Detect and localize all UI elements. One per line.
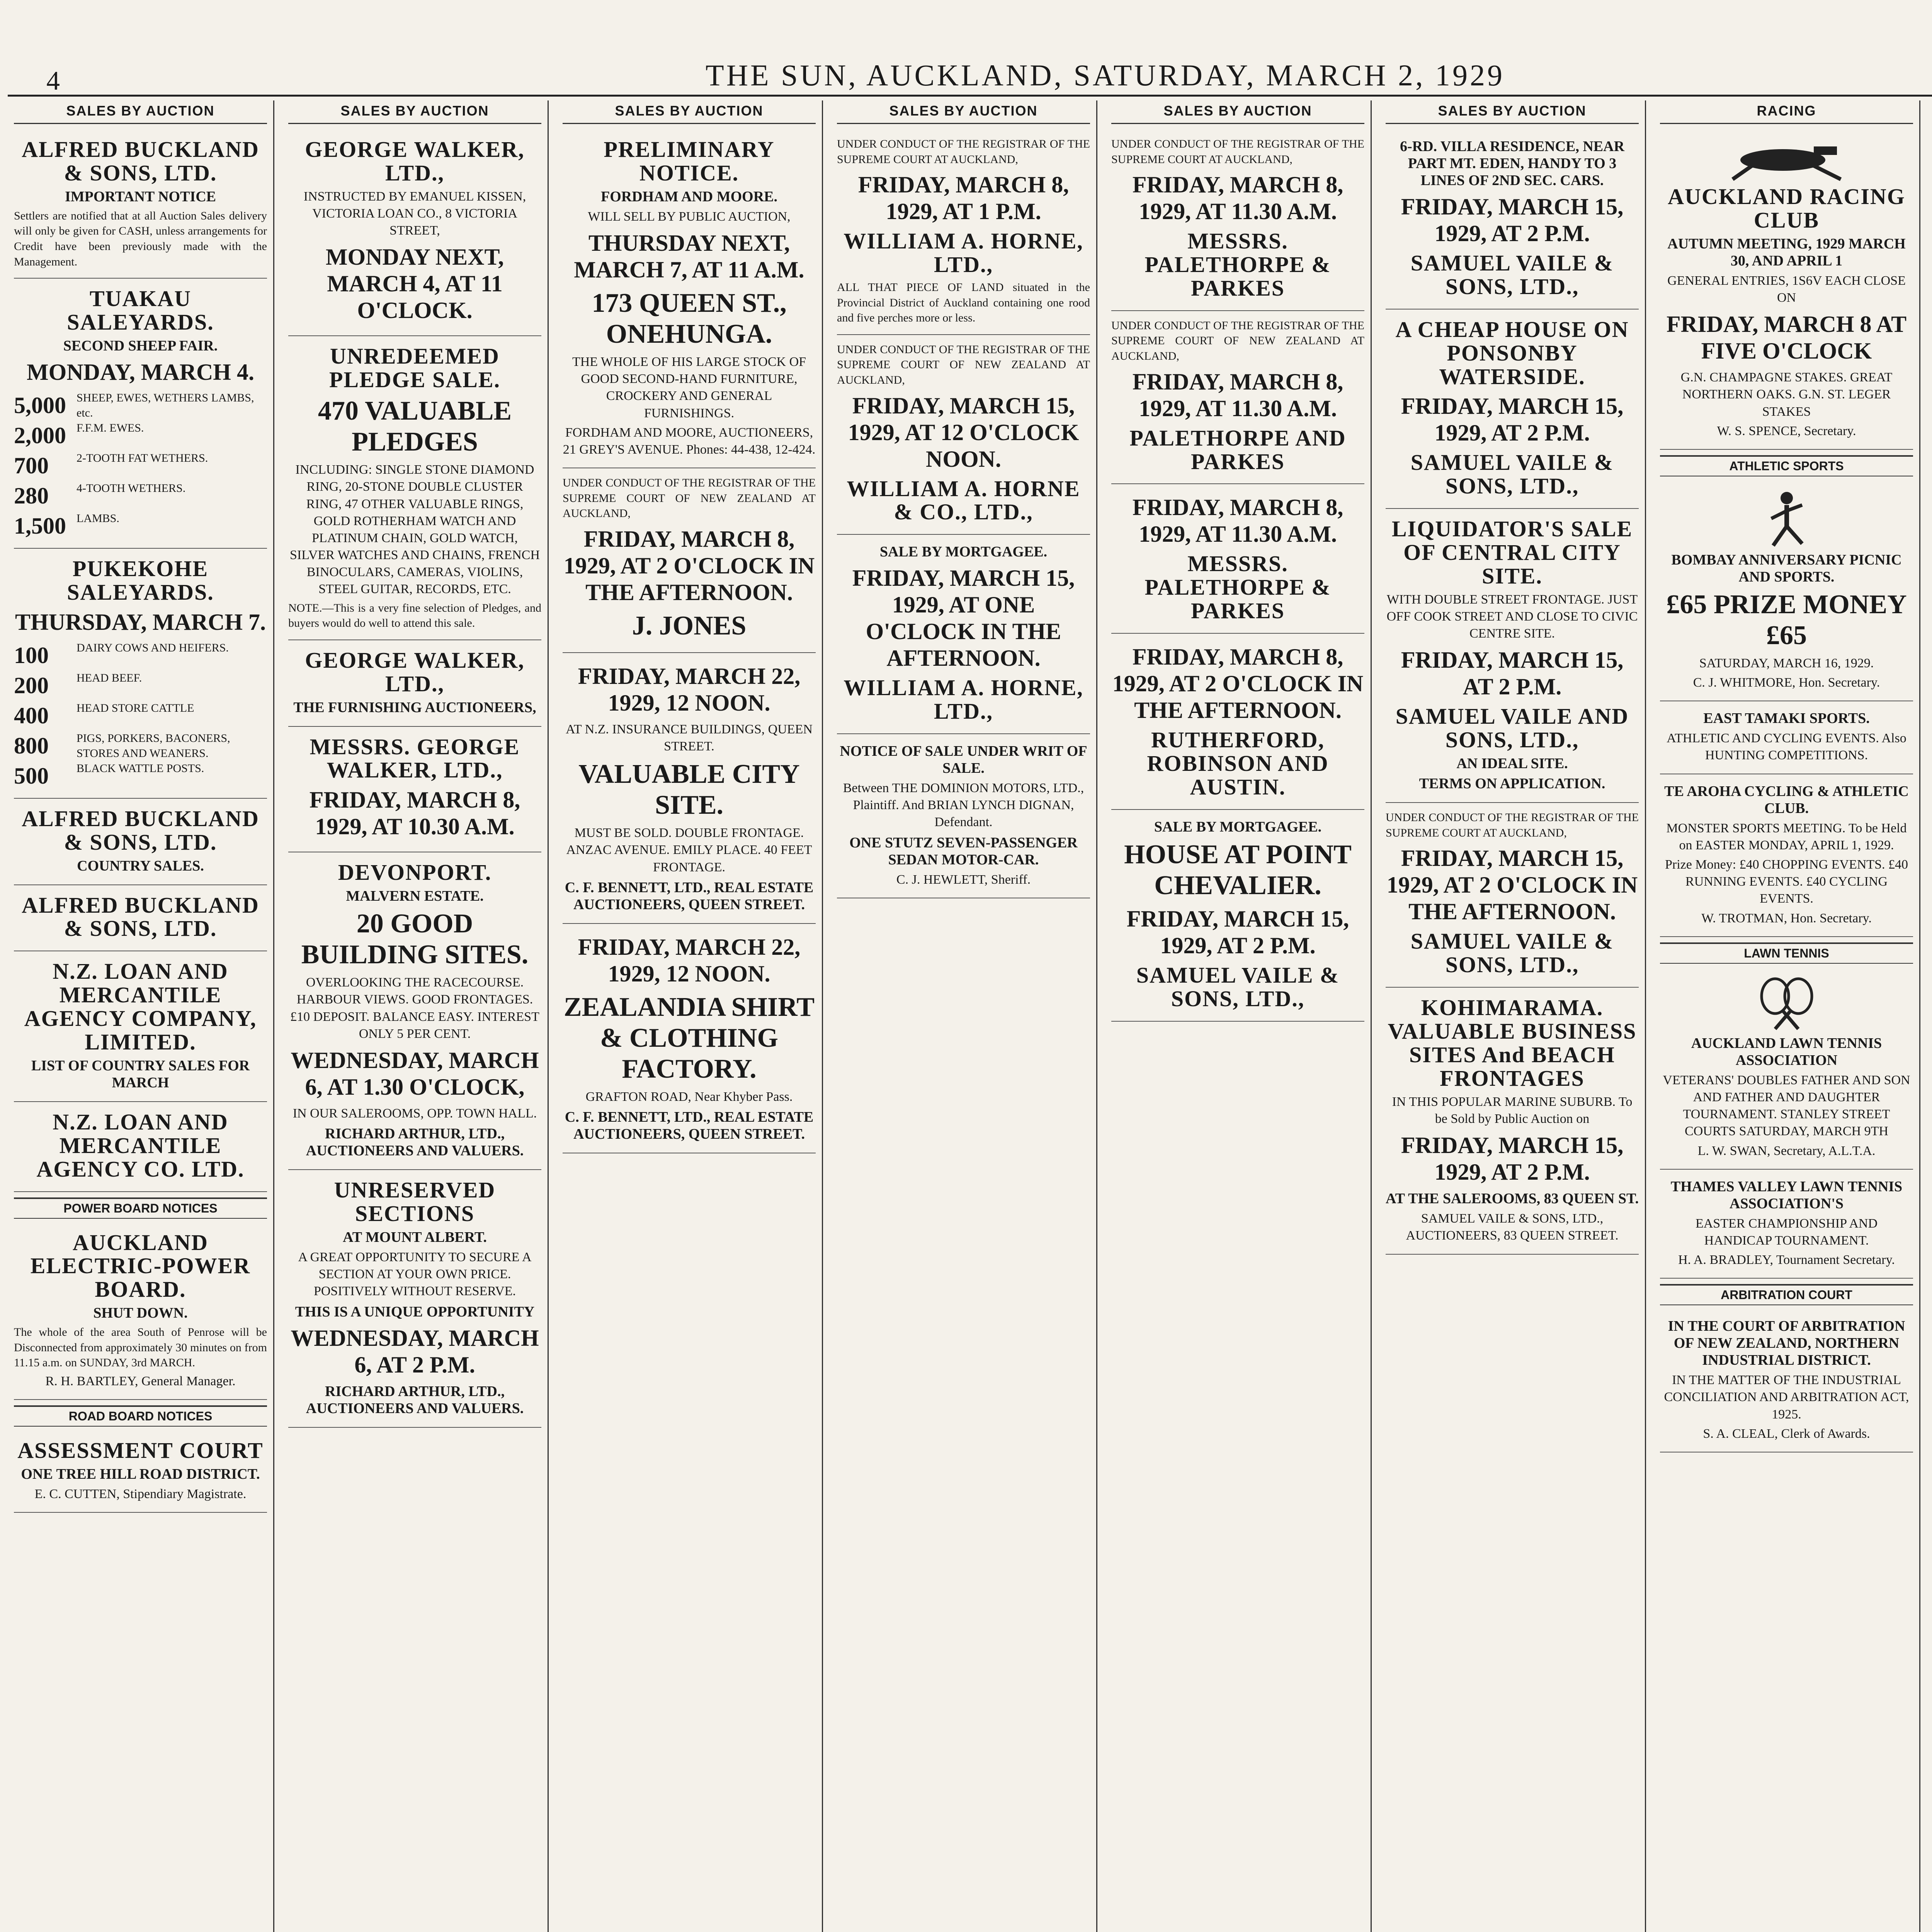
section-heading: POWER BOARD NOTICES <box>14 1197 267 1219</box>
advertisement <box>14 799 267 885</box>
advertisement <box>14 1102 267 1192</box>
ad-heading: UNDER CONDUCT OF THE REGISTRAR OF THE SUPREME COURT OF NEW ZEALAND AT AUCKLAND, <box>563 476 816 520</box>
column-7 <box>1654 100 1920 1932</box>
lot-desc: 2-TOOTH FAT WETHERS. <box>77 451 208 464</box>
lot-row <box>14 670 267 701</box>
ad-date: FRIDAY, MARCH 22, 1929, 12 NOON. <box>578 663 801 716</box>
advertisement <box>14 1430 267 1513</box>
ad-note: NOTE.—This is a very fine selection of Pledges, and buyers would do well to attend this sale. <box>288 601 541 630</box>
ad-feature: HOUSE AT POINT CHEVALIER. <box>1124 839 1352 900</box>
ad-signature: W. S. SPENCE, Secretary. <box>1717 423 1856 438</box>
lot-count: 500 <box>14 763 49 789</box>
advertisement <box>837 129 1090 335</box>
ad-subheading: MALVERN ESTATE. <box>346 888 484 905</box>
advertiser-name: SAMUEL VAILE & SONS, LTD., <box>1136 962 1340 1011</box>
advertiser-name: SAMUEL VAILE & SONS, LTD., <box>1410 450 1614 499</box>
ad-text: Settlers are notified that at all Auction Sales delivery will only be given for CASH, unless arrangements for Credit have been previously made with the Management. <box>14 209 267 268</box>
column-4 <box>831 100 1097 1932</box>
lot-desc: LAMBS. <box>77 512 119 525</box>
ad-signature: L. W. SWAN, Secretary, A.L.T.A. <box>1697 1143 1876 1158</box>
advertisement <box>1386 988 1639 1254</box>
advertiser-name: N.Z. LOAN AND MERCANTILE AGENCY CO. LTD. <box>36 1109 245 1182</box>
ad-subheading: AT MOUNT ALBERT. <box>343 1229 487 1245</box>
advertiser-name: WILLIAM A. HORNE, LTD., <box>844 228 1083 277</box>
ad-feature: 20 GOOD BUILDING SITES. <box>301 909 529 970</box>
lot-desc: 4-TOOTH WETHERS. <box>77 481 186 495</box>
column-3 <box>556 100 823 1932</box>
advertisement <box>1660 774 1913 937</box>
advertiser-name: MESSRS. PALETHORPE & PARKES <box>1145 228 1331 301</box>
lot-row <box>14 511 267 541</box>
ad-text: MUST BE SOLD. DOUBLE FRONTAGE. ANZAC AVENUE. EMILY PLACE. 40 FEET FRONTAGE. <box>566 826 812 874</box>
column-heading: SALES BY AUCTION <box>1111 100 1364 124</box>
columns <box>8 100 1932 1932</box>
ad-text: Prize Money: £40 CHOPPING EVENTS. £40 RUNNING EVENTS. £40 CYCLING EVENTS. <box>1665 857 1908 906</box>
advertiser-name: THAMES VALLEY LAWN TENNIS ASSOCIATION'S <box>1670 1178 1903 1212</box>
advertiser-name: ALFRED BUCKLAND & SONS, LTD. <box>22 137 259 185</box>
advertisement <box>1660 968 1913 1170</box>
ad-location: AT N.Z. INSURANCE BUILDINGS, QUEEN STREET. <box>566 722 813 754</box>
ad-signature: C. J. WHITMORE, Hon. Secretary. <box>1693 675 1880 690</box>
ad-heading: SHUT DOWN. <box>93 1305 188 1321</box>
column-1 <box>8 100 274 1932</box>
ad-note: TERMS ON APPLICATION. <box>1419 776 1605 792</box>
advertisement <box>288 1170 541 1427</box>
advertiser-name: ALFRED BUCKLAND & SONS, LTD. <box>22 892 259 941</box>
ad-date: FRIDAY, MARCH 8, 1929, AT 2 O'CLOCK IN THE AFTERNOON. <box>563 526 815 605</box>
ad-heading: UNDER CONDUCT OF THE REGISTRAR OF THE SUPREME COURT AT AUCKLAND, <box>1111 138 1364 166</box>
ad-heading: UNDER CONDUCT OF THE REGISTRAR OF THE SUPREME COURT OF NEW ZEALAND AT AUCKLAND, <box>837 343 1090 386</box>
runner-icon <box>1660 490 1913 548</box>
advertisement <box>563 468 816 653</box>
lot-row <box>14 420 267 451</box>
advertiser-name: MESSRS. PALETHORPE & PARKES <box>1145 551 1331 624</box>
advertisement <box>14 279 267 549</box>
ad-feature: ZEALANDIA SHIRT & CLOTHING FACTORY. <box>563 992 815 1084</box>
ad-signature: S. A. CLEAL, Clerk of Awards. <box>1703 1426 1870 1441</box>
ad-text: WITH DOUBLE STREET FRONTAGE. JUST OFF COOK STREET AND CLOSE TO CIVIC CENTRE SITE. <box>1386 592 1638 641</box>
ad-date: MONDAY, MARCH 4. <box>27 359 254 385</box>
ad-date: WEDNESDAY, MARCH 6, AT 1.30 O'CLOCK, <box>291 1048 539 1100</box>
advertiser-name: AUCKLAND LAWN TENNIS ASSOCIATION <box>1691 1035 1882 1068</box>
ad-feature: 173 QUEEN ST., ONEHUNGA. <box>592 288 787 349</box>
ad-heading: DEVONPORT. <box>338 860 492 885</box>
advertisement <box>14 885 267 952</box>
lot-count: 2,000 <box>14 422 66 448</box>
lot-row <box>14 640 267 670</box>
masthead-rule <box>8 95 1932 97</box>
ad-date: FRIDAY, MARCH 15, 1929, AT 2 P.M. <box>1401 393 1624 446</box>
ad-heading: UNDER CONDUCT OF THE REGISTRAR OF THE SUPREME COURT AT AUCKLAND, <box>1386 811 1639 839</box>
lot-count: 5,000 <box>14 392 66 418</box>
lot-count: 100 <box>14 642 49 668</box>
lot-row <box>14 731 267 761</box>
lot-row <box>14 761 267 791</box>
ad-signature: H. A. BRADLEY, Tournament Secretary. <box>1678 1253 1895 1267</box>
ad-date: FRIDAY, MARCH 15, AT 2 P.M. <box>1401 647 1624 700</box>
ad-heading: KOHIMARAMA. VALUABLE BUSINESS SITES And BEACH FRONTAGES <box>1388 995 1637 1091</box>
advertiser-name: AUCKLAND ELECTRIC-POWER BOARD. <box>30 1230 251 1302</box>
section-heading: LAWN TENNIS <box>1660 942 1913 964</box>
advertiser-name: WILLIAM A. HORNE & CO., LTD., <box>847 476 1080 525</box>
ad-text: The whole of the area South of Penrose will be Disconnected from approximately 30 minutes on from 11.15 a.m. on SUNDAY, 3rd MARCH. <box>14 1326 267 1369</box>
ad-heading: A CHEAP HOUSE ON PONSONBY WATERSIDE. <box>1395 316 1629 389</box>
advertiser-name: FORDHAM AND MOORE. <box>600 188 778 205</box>
ad-date: FRIDAY, MARCH 15, 1929, AT 2 P.M. <box>1401 194 1624 246</box>
ad-date: FRIDAY, MARCH 8 AT FIVE O'CLOCK <box>1666 311 1907 364</box>
ad-heading: UNDER CONDUCT OF THE REGISTRAR OF THE SUPREME COURT OF NEW ZEALAND AT AUCKLAND, <box>1111 319 1364 363</box>
advertisement <box>1660 701 1913 774</box>
section-heading: ARBITRATION COURT <box>1660 1284 1913 1305</box>
ad-text: ATHLETIC AND CYCLING EVENTS. Also HUNTING COMPETITIONS. <box>1667 731 1906 763</box>
advertisement <box>1660 129 1913 450</box>
ad-signature: E. C. CUTTEN, Stipendiary Magistrate. <box>34 1487 247 1502</box>
ad-date: FRIDAY, MARCH 15, 1929, AT 2 P.M. <box>1126 906 1349 958</box>
advertisement <box>1660 1170 1913 1279</box>
ad-signature: W. TROTMAN, Hon. Secretary. <box>1701 911 1872 925</box>
ad-date: FRIDAY, MARCH 8, 1929, AT 11.30 A.M. <box>1132 172 1344 224</box>
ad-date: FRIDAY, MARCH 22, 1929, 12 NOON. <box>578 934 801 986</box>
ad-text: G.N. CHAMPAGNE STAKES. GREAT NORTHERN OAKS. G.N. ST. LEGER STAKES <box>1680 370 1893 419</box>
column-6 <box>1379 100 1646 1932</box>
ad-text: THE WHOLE OF HIS LARGE STOCK OF GOOD SECOND-HAND FURNITURE, CROCKERY AND GENERAL FURNISHINGS. <box>572 354 806 420</box>
advertiser-name: ALFRED BUCKLAND & SONS, LTD. <box>22 806 259 855</box>
advertisement <box>1386 129 1639 310</box>
lot-count: 400 <box>14 702 49 728</box>
ad-feature: THIS IS A UNIQUE OPPORTUNITY <box>295 1303 535 1320</box>
ad-subheading: THE FURNISHING AUCTIONEERS, <box>293 699 536 716</box>
ad-heading: EAST TAMAKI SPORTS. <box>1703 710 1870 727</box>
column-heading: SALES BY AUCTION <box>1386 100 1639 124</box>
ad-date: FRIDAY, MARCH 8, 1929, AT 11.30 A.M. <box>1132 495 1344 547</box>
column-5 <box>1105 100 1372 1932</box>
ad-signature: SAMUEL VAILE & SONS, LTD., AUCTIONEERS, 83 QUEEN STREET. <box>1406 1211 1619 1243</box>
lot-row <box>14 701 267 731</box>
ad-heading: ASSESSMENT COURT <box>17 1438 264 1463</box>
advertisement <box>14 549 267 799</box>
ad-text: INSTRUCTED BY EMANUEL KISSEN, VICTORIA LOAN CO., 8 VICTORIA STREET, <box>303 189 526 238</box>
section-heading: ROAD BOARD NOTICES <box>14 1405 267 1427</box>
column-heading: SALES BY AUCTION <box>563 100 816 124</box>
advertisement <box>563 129 816 468</box>
lot-row <box>14 451 267 481</box>
ad-subheading: SECOND SHEEP FAIR. <box>63 337 218 354</box>
ad-text: IN THE MATTER OF THE INDUSTRIAL CONCILIATION AND ARBITRATION ACT, 1925. <box>1664 1373 1909 1422</box>
advertisement <box>1111 810 1364 1022</box>
ad-heading: UNRESERVED SECTIONS <box>334 1177 496 1226</box>
ad-date: FRIDAY, MARCH 8, 1929, AT 2 O'CLOCK IN THE AFTERNOON. <box>1112 644 1364 723</box>
ad-heading: IN THE COURT OF ARBITRATION OF NEW ZEALAND, NORTHERN INDUSTRIAL DISTRICT. <box>1668 1318 1905 1369</box>
ad-text: A GREAT OPPORTUNITY TO SECURE A SECTION AT YOUR OWN PRICE. POSITIVELY WITHOUT RESERVE. <box>298 1250 532 1299</box>
ad-text: INCLUDING: SINGLE STONE DIAMOND RING, 20-STONE DOUBLE CLUSTER RING, 47 OTHER VALUABLE RINGS, GOLD ROTHERHAM WATCH AND PLATINUM CHAIN, GOLD WATCH, SILVER WATCHES AND CHAINS, FRENCH BINOCULARS, CAMERAS, VIOLINS, STEEL GUITAR, RECORDS, ETC. <box>289 463 540 597</box>
advertiser-name: AUCKLAND RACING CLUB <box>1668 184 1905 233</box>
lot-row <box>14 481 267 511</box>
ad-heading: BOMBAY ANNIVERSARY PICNIC AND SPORTS. <box>1671 551 1902 585</box>
advertisement <box>837 535 1090 734</box>
ad-signature: RICHARD ARTHUR, LTD., AUCTIONEERS AND VALUERS. <box>306 1383 524 1417</box>
ad-date: THURSDAY, MARCH 7. <box>15 609 266 635</box>
ad-subheading: ONE TREE HILL ROAD DISTRICT. <box>21 1466 260 1483</box>
column-2 <box>282 100 549 1932</box>
ad-heading: 6-RD. VILLA RESIDENCE, NEAR PART MT. EDEN, HANDY TO 3 LINES OF 2ND SEC. CARS. <box>1400 138 1625 189</box>
ad-signature: J. JONES <box>632 611 747 641</box>
ad-text: MONSTER SPORTS MEETING. To be Held on EASTER MONDAY, APRIL 1, 1929. <box>1666 821 1907 852</box>
column-heading: RACING <box>1660 100 1913 124</box>
advertisement <box>288 852 541 1170</box>
advertisement <box>14 1223 267 1400</box>
ad-signature: RICHARD ARTHUR, LTD., AUCTIONEERS AND VALUERS. <box>306 1126 524 1159</box>
advertiser-name: RUTHERFORD, ROBINSON AND AUSTIN. <box>1147 727 1329 799</box>
lot-desc: BLACK WATTLE POSTS. <box>77 762 204 775</box>
advertisement <box>14 951 267 1102</box>
lot-desc: PIGS, PORKERS, BACONERS, STORES AND WEANERS. <box>77 731 230 760</box>
ad-date: FRIDAY, MARCH 15, 1929, AT 12 O'CLOCK NOON. <box>848 393 1079 472</box>
advertisement <box>288 640 541 727</box>
advertisement <box>563 924 816 1153</box>
ad-heading: TUAKAU SALEYARDS. <box>67 286 214 335</box>
ad-heading: LIST OF COUNTRY SALES FOR MARCH <box>31 1057 250 1091</box>
advertisement <box>837 335 1090 535</box>
lot-count: 200 <box>14 672 49 698</box>
advertisement <box>14 129 267 279</box>
ad-heading: TE AROHA CYCLING & ATHLETIC CLUB. <box>1664 783 1909 816</box>
ad-date: THURSDAY NEXT, MARCH 7, AT 11 A.M. <box>574 230 804 282</box>
lot-desc: DAIRY COWS AND HEIFERS. <box>77 641 229 654</box>
advertiser-name: GEORGE WALKER, LTD., <box>305 647 525 696</box>
ad-heading: SALE BY MORTGAGEE. <box>1154 818 1322 835</box>
lot-count: 1,500 <box>14 513 66 539</box>
ad-date: FRIDAY, MARCH 8, 1929, AT 1 P.M. <box>858 172 1069 224</box>
lot-desc: SHEEP, EWES, WETHERS LAMBS, etc. <box>77 391 254 419</box>
advertisement <box>1111 484 1364 634</box>
ad-heading: LIQUIDATOR'S SALE OF CENTRAL CITY SITE. <box>1391 516 1633 589</box>
ad-date: SATURDAY, MARCH 16, 1929. <box>1699 656 1874 670</box>
lot-row <box>14 390 267 420</box>
ad-feature: £65 PRIZE MONEY £65 <box>1666 589 1907 650</box>
advertisement <box>1111 634 1364 810</box>
racehorse-icon <box>1660 139 1913 181</box>
advertisement <box>563 653 816 924</box>
lot-desc: F.F.M. EWES. <box>77 421 144 434</box>
page-folio: 4 <box>46 66 60 96</box>
advertiser-name: WILLIAM A. HORNE, LTD., <box>844 675 1083 724</box>
ad-heading: SALE BY MORTGAGEE. <box>879 544 1048 560</box>
ad-date: MONDAY NEXT, MARCH 4, AT 11 O'CLOCK. <box>325 244 504 323</box>
ad-heading: PUKEKOHE SALEYARDS. <box>67 556 214 605</box>
section-heading: ATHLETIC SPORTS <box>1660 455 1913 476</box>
ad-heading: COUNTRY SALES. <box>77 857 204 874</box>
ad-location: IN OUR SALEROOMS, OPP. TOWN HALL. <box>293 1106 537 1121</box>
column-heading: SALES BY AUCTION <box>837 100 1090 124</box>
lot-count: 700 <box>14 452 49 478</box>
advertisement <box>1660 480 1913 701</box>
lot-desc: HEAD STORE CATTLE <box>77 701 194 714</box>
advertisement <box>288 336 541 640</box>
ad-location: AT THE SALEROOMS, 83 QUEEN ST. <box>1386 1190 1639 1207</box>
ad-signature: C. F. BENNETT, LTD., REAL ESTATE AUCTIONEERS, QUEEN STREET. <box>565 879 814 913</box>
ad-text: ALL THAT PIECE OF LAND situated in the Provincial District of Auckland containing one rood and five perches more or less. <box>837 281 1090 325</box>
ad-signature: C. J. HEWLETT, Sheriff. <box>896 872 1031 887</box>
advertisement <box>288 727 541 853</box>
masthead-title: THE SUN, AUCKLAND, SATURDAY, MARCH 2, 1929 <box>706 58 1505 92</box>
advertisement <box>1660 1309 1913 1452</box>
advertiser-name: N.Z. LOAN AND MERCANTILE AGENCY COMPANY, LIMITED. <box>24 959 257 1054</box>
ad-date: FRIDAY, MARCH 15, 1929, AT 2 P.M. <box>1401 1133 1624 1185</box>
ad-location: GRAFTON ROAD, Near Khyber Pass. <box>585 1089 793 1104</box>
advertiser-name: SAMUEL VAILE & SONS, LTD., <box>1410 929 1614 978</box>
column-8 <box>1928 100 1932 1932</box>
advertiser-name: GEORGE WALKER, LTD., <box>305 137 525 185</box>
ad-heading: NOTICE OF SALE UNDER WRIT OF SALE. <box>840 743 1087 777</box>
ad-text: EASTER CHAMPIONSHIP AND HANDICAP TOURNAMENT. <box>1695 1216 1878 1248</box>
column-heading: SALES BY AUCTION <box>288 100 541 124</box>
ad-text: VETERANS' DOUBLES FATHER AND SON AND FATHER AND DAUGHTER TOURNAMENT. STANLEY STREET COURTS SATURDAY, MARCH 9TH <box>1663 1073 1910 1139</box>
ad-feature: AN IDEAL SITE. <box>1456 755 1568 772</box>
advertisement <box>837 734 1090 898</box>
ad-signature: C. F. BENNETT, LTD., REAL ESTATE AUCTIONEERS, QUEEN STREET. <box>565 1109 814 1142</box>
tennis-racquet-icon <box>1660 977 1913 1031</box>
ad-date: FRIDAY, MARCH 15, 1929, AT ONE O'CLOCK IN THE AFTERNOON. <box>852 565 1075 671</box>
ad-signature: R. H. BARTLEY, General Manager. <box>45 1374 236 1388</box>
ad-text: GENERAL ENTRIES, 1S6V EACH CLOSE ON <box>1667 273 1906 305</box>
lot-desc: HEAD BEEF. <box>77 671 142 684</box>
lot-count: 280 <box>14 483 49 509</box>
ad-text: IN THIS POPULAR MARINE SUBURB. To be Sold by Public Auction on <box>1392 1094 1633 1126</box>
ad-date: FRIDAY, MARCH 8, 1929, AT 11.30 A.M. <box>1132 369 1344 421</box>
advertisement <box>1386 509 1639 803</box>
advertisement <box>1111 129 1364 311</box>
advertiser-name: PALETHORPE AND PARKES <box>1129 425 1346 474</box>
ad-date: WEDNESDAY, MARCH 6, AT 2 P.M. <box>291 1325 539 1378</box>
advertisement <box>1111 311 1364 485</box>
ad-heading: UNDER CONDUCT OF THE REGISTRAR OF THE SUPREME COURT AT AUCKLAND, <box>837 138 1090 166</box>
advertiser-name: SAMUEL VAILE & SONS, LTD., <box>1410 250 1614 299</box>
advertiser-name: SAMUEL VAILE AND SONS, LTD., <box>1395 704 1629 753</box>
advertisement <box>288 129 541 336</box>
ad-date: FRIDAY, MARCH 8, 1929, AT 10.30 A.M. <box>309 787 520 840</box>
ad-signature: FORDHAM AND MOORE, AUCTIONEERS, 21 GREY'S AVENUE. Phones: 44-438, 12-424. <box>563 425 816 457</box>
advertiser-name: MESSRS. GEORGE WALKER, LTD., <box>310 734 520 783</box>
ad-text: OVERLOOKING THE RACECOURSE. HARBOUR VIEWS. GOOD FRONTAGES. £10 DEPOSIT. BALANCE EASY. INTEREST ONLY 5 PER CENT. <box>290 975 539 1041</box>
advertisement <box>1386 803 1639 988</box>
lot-count: 800 <box>14 733 49 759</box>
ad-feature: VALUABLE CITY SITE. <box>578 759 800 820</box>
ad-heading: AUTUMN MEETING, 1929 MARCH 30, AND APRIL 1 <box>1667 235 1906 269</box>
column-heading: SALES BY AUCTION <box>14 100 267 124</box>
ad-text: WILL SELL BY PUBLIC AUCTION, <box>588 209 791 224</box>
ad-heading: PRELIMINARY NOTICE. <box>604 137 775 185</box>
advertisement <box>1386 310 1639 509</box>
ad-feature: ONE STUTZ SEVEN-PASSENGER SEDAN MOTOR-CAR. <box>849 834 1078 868</box>
ad-date: FRIDAY, MARCH 15, 1929, AT 2 O'CLOCK IN THE AFTERNOON. <box>1386 845 1638 925</box>
ad-text: Between THE DOMINION MOTORS, LTD., Plaintiff. And BRIAN LYNCH DIGNAN, Defendant. <box>843 781 1084 830</box>
ad-feature: 470 VALUABLE PLEDGES <box>318 396 512 457</box>
ad-heading: IMPORTANT NOTICE <box>65 188 216 205</box>
ad-heading: UNREDEEMED PLEDGE SALE. <box>329 344 500 393</box>
